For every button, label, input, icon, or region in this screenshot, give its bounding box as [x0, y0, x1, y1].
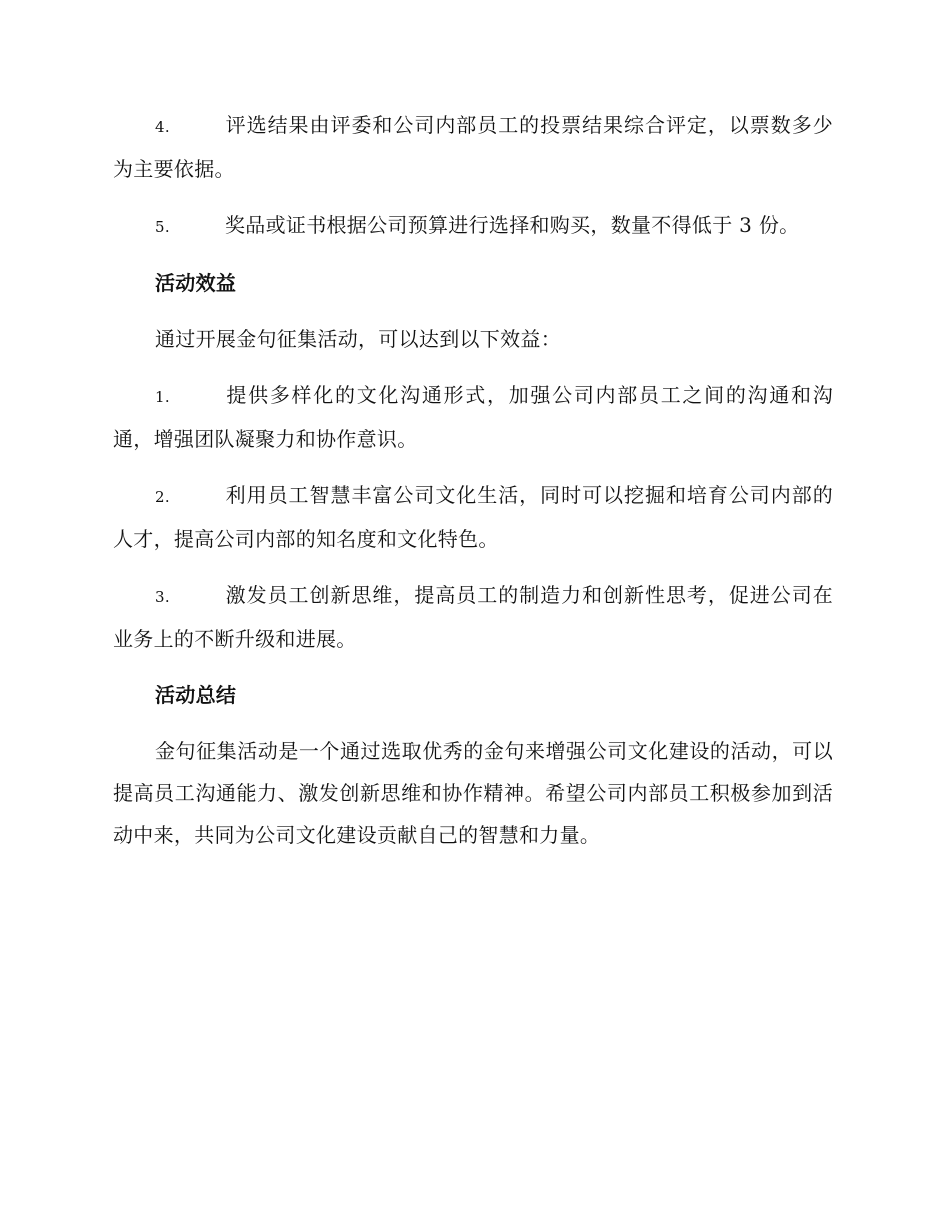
list-item — [113, 204, 833, 248]
benefits-intro: 通过开展金句征集活动，可以达到以下效益： — [155, 327, 561, 351]
list-item — [113, 474, 833, 560]
section-heading-summary: 活动总结 — [155, 683, 237, 707]
document-body — [113, 104, 833, 870]
list-item — [113, 374, 833, 460]
list-item — [113, 574, 833, 660]
list-item-number: 2. — [155, 488, 170, 506]
list-item-text: 提供多样化的文化沟通形式，加强公司内部员工之间的沟通和沟通，增强团队凝聚力和协作意识。 — [113, 383, 833, 451]
list-item — [113, 104, 833, 190]
list-item-number: 1. — [155, 388, 170, 406]
list-item-text: 奖品或证书根据公司预算进行选择和购买，数量不得低于 3 份。 — [225, 213, 800, 237]
list-item-text: 激发员工创新思维，提高员工的制造力和创新性思考，促进公司在业务上的不断升级和进展。 — [113, 583, 833, 651]
section-heading-benefits: 活动效益 — [155, 271, 237, 295]
list-item-text: 评选结果由评委和公司内部员工的投票结果综合评定，以票数多少为主要依据。 — [113, 113, 833, 181]
list-item-number: 4. — [155, 118, 170, 136]
list-item-text: 利用员工智慧丰富公司文化生活，同时可以挖掘和培育公司内部的人才，提高公司内部的知名度和文化特色。 — [113, 483, 833, 551]
summary-paragraph: 金句征集活动是一个通过选取优秀的金句来增强公司文化建设的活动，可以提高员工沟通能力、激发创新思维和协作精神。希望公司内部员工积极参加到活动中来，共同为公司文化建设贡献自己的智慧和力量。 — [113, 739, 833, 847]
list-item-number: 5. — [155, 218, 170, 236]
list-item-number: 3. — [155, 588, 170, 606]
